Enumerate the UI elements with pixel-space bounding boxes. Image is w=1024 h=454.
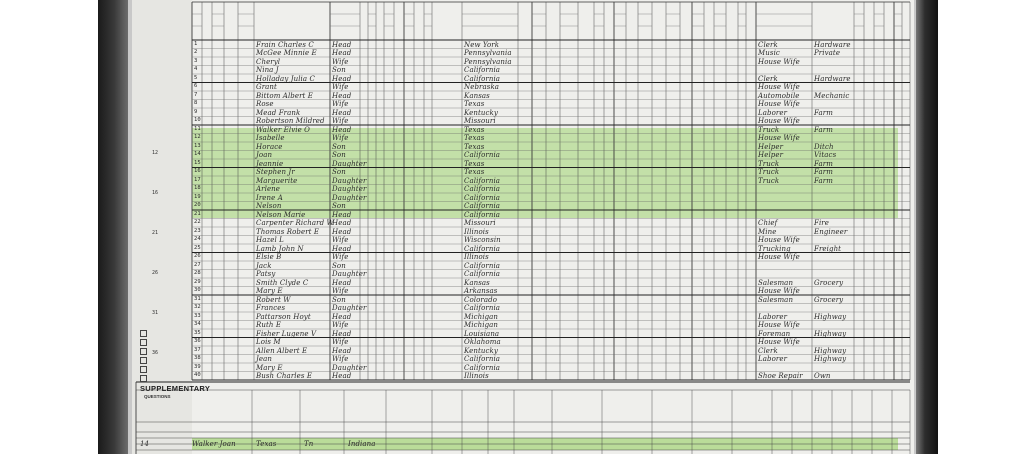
person-name: Irene A [256, 193, 283, 202]
person-name: Cheryl [256, 57, 281, 66]
relationship: Head [332, 49, 352, 57]
birthplace: California [464, 176, 501, 185]
occupation: Salesman [758, 278, 794, 287]
occupation: Truck [758, 159, 780, 168]
relationship: Son [332, 202, 346, 210]
occupation: Truck [758, 168, 780, 176]
line-number: 3 [194, 57, 198, 64]
line-number: 14 [194, 151, 201, 157]
birthplace: Kansas [464, 91, 490, 100]
birthplace: Texas [464, 125, 485, 134]
industry: Farm [814, 108, 833, 117]
relationship: Wife [332, 355, 349, 363]
person-name: Bush Charles E [256, 372, 313, 380]
line-number: 5 [194, 74, 198, 81]
birthplace: Michigan [464, 321, 499, 329]
industry: Highway [814, 346, 847, 355]
birthplace: Missouri [464, 219, 496, 227]
person-name: Jean [256, 355, 273, 363]
birthplace: Michigan [464, 312, 499, 321]
relationship: Daughter [332, 176, 367, 185]
person-name: Bittom Albert E [256, 91, 313, 100]
birthplace: Missouri [464, 117, 496, 125]
person-name: Arlene [256, 185, 281, 193]
supp-father-birthplace: Texas [256, 440, 277, 448]
person-name: Elsie B [256, 253, 282, 261]
birthplace: Texas [464, 159, 485, 168]
birthplace: Kentucky [464, 108, 498, 117]
birthplace: California [464, 151, 501, 159]
birthplace: California [464, 244, 501, 253]
line-number: 1 [194, 40, 198, 47]
birthplace: Texas [464, 142, 485, 151]
person-name: Frances [256, 304, 286, 312]
margin-tick-number: 31 [152, 310, 159, 316]
industry: Hardware [814, 40, 851, 49]
occupation: House Wife [758, 253, 800, 261]
birthplace: New York [464, 40, 500, 49]
occupation: Clerk [758, 74, 778, 83]
industry: Farm [814, 168, 833, 176]
line-number: 27 [194, 261, 201, 268]
birthplace: Oklahoma [464, 338, 501, 346]
census-scan [98, 0, 938, 454]
occupation: Clerk [758, 346, 778, 355]
occupation: Mine [758, 227, 777, 236]
line-number: 8 [194, 100, 198, 106]
line-number: 31 [194, 295, 201, 302]
line-number: 23 [194, 227, 201, 234]
occupation: Laborer [758, 312, 788, 321]
line-number: 6 [194, 83, 198, 89]
person-name: Grant [256, 83, 277, 91]
line-number: 30 [194, 287, 201, 293]
margin-checkbox [140, 339, 147, 346]
industry: Farm [814, 159, 833, 168]
line-number: 11 [194, 125, 201, 132]
person-name: Carpenter Richard W [256, 219, 334, 227]
industry: Grocery [814, 295, 844, 304]
relationship: Daughter [332, 193, 367, 202]
birthplace: Kentucky [464, 346, 498, 355]
occupation: Laborer [758, 355, 788, 363]
relationship: Head [332, 372, 352, 380]
birthplace: California [464, 74, 501, 83]
relationship: Wife [332, 57, 349, 66]
supplementary-section [132, 382, 914, 454]
margin-tick-number: 12 [152, 150, 159, 156]
person-name: Isabelle [256, 134, 285, 142]
person-name: Hazel L [256, 236, 284, 244]
supp-parent-birthplace: Indiana [348, 440, 376, 448]
birthplace: Arkansas [464, 287, 498, 295]
relationship: Son [332, 295, 346, 304]
line-number: 35 [194, 329, 201, 336]
census-sheet [132, 0, 914, 454]
industry: Highway [814, 329, 847, 338]
industry: Highway [814, 312, 847, 321]
birthplace: California [464, 66, 501, 74]
birthplace: California [464, 210, 501, 219]
line-number: 13 [194, 142, 201, 149]
line-number: 16 [194, 168, 201, 174]
relationship: Daughter [332, 159, 367, 168]
relationship: Son [332, 261, 346, 270]
relationship: Wife [332, 321, 349, 329]
line-number: 20 [194, 202, 201, 208]
birthplace: Pennsylvania [464, 57, 512, 66]
relationship: Head [332, 346, 352, 355]
relationship: Head [332, 125, 352, 134]
line-number: 7 [194, 91, 198, 98]
relationship: Wife [332, 287, 349, 295]
relationship: Wife [332, 83, 349, 91]
occupation: Salesman [758, 295, 794, 304]
occupation: House Wife [758, 100, 800, 108]
person-name: Jack [256, 261, 272, 270]
industry: Grocery [814, 278, 844, 287]
birthplace: Texas [464, 134, 485, 142]
relationship: Head [332, 40, 352, 49]
industry: Private [814, 49, 841, 57]
birthplace: Illinois [464, 253, 489, 261]
relationship: Head [332, 329, 352, 338]
industry: Freight [814, 244, 842, 253]
line-number: 9 [194, 108, 198, 115]
industry: Own [814, 372, 831, 380]
birthplace: California [464, 185, 501, 193]
relationship: Head [332, 219, 352, 227]
person-name: Joan [256, 151, 273, 159]
birthplace: Pennsylvania [464, 49, 512, 57]
person-name: Stephen Jr [256, 168, 295, 176]
relationship: Son [332, 66, 346, 74]
occupation: House Wife [758, 57, 800, 66]
person-name: McGee Minnie E [256, 49, 317, 57]
supp-line-number: 14 [140, 440, 150, 448]
line-number: 4 [194, 66, 198, 72]
relationship: Wife [332, 100, 349, 108]
person-name: Nelson [256, 202, 282, 210]
line-number: 26 [194, 253, 201, 259]
line-number: 10 [194, 117, 201, 123]
supp-mother-birthplace: Tn [304, 440, 314, 448]
birthplace: Texas [464, 168, 485, 176]
relationship: Head [332, 312, 352, 321]
person-name: Thomas Robert E [256, 227, 320, 236]
birthplace: Illinois [464, 372, 489, 380]
relationship: Head [332, 108, 352, 117]
line-number: 25 [194, 244, 201, 251]
line-number: 24 [194, 236, 201, 242]
line-number: 34 [194, 321, 201, 327]
relationship: Daughter [332, 363, 367, 372]
industry: Vitacs [814, 151, 837, 159]
industry: Fire [814, 219, 829, 227]
relationship: Daughter [332, 185, 367, 193]
occupation: Truck [758, 125, 780, 134]
industry: Farm [814, 125, 833, 134]
person-name: Ruth E [256, 321, 282, 329]
occupation: House Wife [758, 338, 800, 346]
relationship: Wife [332, 117, 349, 125]
line-number: 29 [194, 278, 201, 285]
person-name: Lamb John N [256, 244, 304, 253]
person-name: Mead Frank [256, 108, 301, 117]
birthplace: California [464, 363, 501, 372]
occupation: Helper [758, 151, 784, 159]
person-name: Mary E [256, 363, 283, 372]
line-number: 39 [194, 363, 201, 370]
relationship: Head [332, 278, 352, 287]
occupation: House Wife [758, 236, 800, 244]
line-number: 37 [194, 346, 201, 353]
person-name: Robert W [256, 295, 291, 304]
relationship: Head [332, 91, 352, 100]
relationship: Son [332, 142, 346, 151]
line-number: 19 [194, 193, 201, 200]
person-name: Horace [256, 142, 283, 151]
margin-checkbox [140, 348, 147, 355]
birthplace: California [464, 202, 501, 210]
person-name: Marguerite [256, 176, 298, 185]
birthplace: Colorado [464, 295, 498, 304]
birthplace: Wisconsin [464, 236, 501, 244]
occupation: House Wife [758, 321, 800, 329]
relationship: Wife [332, 253, 349, 261]
person-name: Smith Clyde C [256, 278, 309, 287]
birthplace: Kansas [464, 278, 490, 287]
margin-checkbox [140, 366, 147, 373]
industry: Highway [814, 355, 847, 363]
relationship: Son [332, 168, 346, 176]
person-name: Lois M [256, 338, 281, 346]
person-name: Mary E [256, 287, 283, 295]
margin-tick-number: 36 [152, 350, 159, 356]
line-number: 2 [194, 49, 198, 55]
person-name: Jeannie [256, 159, 284, 168]
person-name: Patsy [256, 270, 276, 278]
person-name: Nina J [256, 66, 279, 74]
birthplace: California [464, 193, 501, 202]
margin-checkbox [140, 375, 147, 382]
occupation: Truck [758, 176, 780, 185]
relationship: Daughter [332, 270, 367, 278]
birthplace: California [464, 270, 501, 278]
occupation: Clerk [758, 40, 778, 49]
industry: Mechanic [814, 91, 850, 100]
line-number: 21 [194, 210, 201, 217]
occupation: Laborer [758, 108, 788, 117]
birthplace: California [464, 261, 501, 270]
relationship: Wife [332, 338, 349, 346]
person-name: Frain Charles C [256, 40, 314, 49]
margin-tick-number: 26 [152, 270, 159, 276]
line-number: 18 [194, 185, 201, 191]
occupation: Shoe Repair [758, 372, 803, 380]
relationship: Head [332, 227, 352, 236]
industry: Ditch [814, 142, 834, 151]
birthplace: Illinois [464, 227, 489, 236]
margin-tick-number: 21 [152, 230, 159, 236]
industry: Farm [814, 176, 833, 185]
birthplace: Texas [464, 100, 485, 108]
supplementary-title: SUPPLEMENTARY [140, 384, 211, 393]
relationship: Daughter [332, 304, 367, 312]
margin-checkbox [140, 330, 147, 337]
supplementary-subtitle: QUESTIONS [144, 394, 171, 399]
line-number: 17 [194, 176, 201, 183]
industry: Hardware [814, 74, 851, 83]
person-name: Fisher Lugene V [256, 329, 317, 338]
occupation: Chief [758, 219, 778, 227]
person-name: Allen Albert E [256, 346, 308, 355]
person-name: Walker Elvie O [256, 125, 311, 134]
industry: Engineer [814, 227, 848, 236]
relationship: Head [332, 210, 352, 219]
relationship: Head [332, 244, 352, 253]
page-binding-edge [98, 0, 128, 454]
person-name: Holladay Julia C [256, 74, 315, 83]
birthplace: Louisiana [464, 329, 500, 338]
occupation: Foreman [758, 329, 791, 338]
occupation: Music [758, 49, 780, 57]
birthplace: California [464, 304, 501, 312]
margin-tick-number: 16 [152, 190, 159, 196]
relationship: Wife [332, 134, 349, 142]
person-name: Rose [256, 100, 274, 108]
occupation: House Wife [758, 117, 800, 125]
relationship: Wife [332, 236, 349, 244]
line-number: 15 [194, 159, 201, 166]
line-number: 38 [194, 355, 201, 361]
occupation: House Wife [758, 287, 800, 295]
person-name: Nelson Marie [256, 210, 306, 219]
page-right-edge [916, 0, 938, 454]
line-number: 12 [194, 134, 201, 140]
line-number: 22 [194, 219, 201, 225]
occupation: House Wife [758, 83, 800, 91]
relationship: Son [332, 151, 346, 159]
line-number: 32 [194, 304, 201, 310]
line-number: 36 [194, 338, 201, 344]
occupation: Trucking [758, 244, 791, 253]
person-name: Robertson Mildred [256, 117, 325, 125]
birthplace: California [464, 355, 501, 363]
person-name: Pattarson Hoyt [256, 312, 311, 321]
birthplace: Nebraska [464, 83, 500, 91]
margin-checkbox [140, 357, 147, 364]
line-number: 40 [194, 372, 201, 378]
occupation: Automobile [758, 91, 800, 100]
line-number: 33 [194, 312, 201, 319]
occupation: Helper [758, 142, 784, 151]
line-number: 28 [194, 270, 201, 276]
relationship: Head [332, 74, 352, 83]
occupation: House Wife [758, 134, 800, 142]
supp-person-name: Walker Joan [192, 440, 236, 448]
